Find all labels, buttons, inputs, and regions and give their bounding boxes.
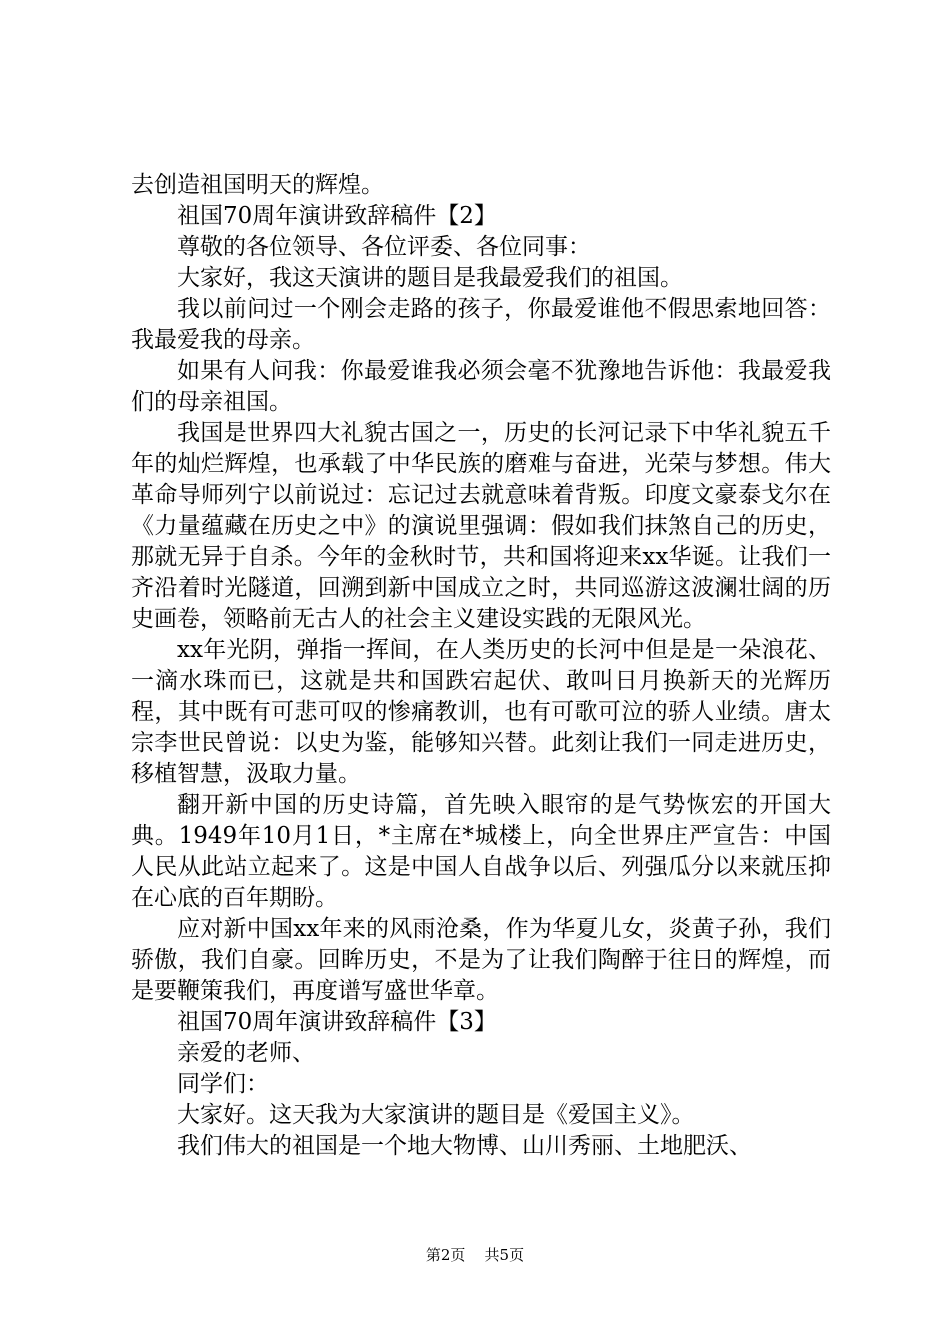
paragraph: 我国是世界四大礼貌古国之一，历史的长河记录下中华礼貌五千年的灿烂辉煌，也承载了中华民族的磨难与奋进，光荣与梦想。伟大革命导师列宁以前说过：忘记过去就意味着背叛。印度文豪泰戈尔在《力量蕴藏在历史之中》的演说里强调：假如我们抹煞自己的历史，那就无异于自杀。今年的金秋时节，共和国将迎来xx华诞。让我们一齐沿着时光隧道，回溯到新中国成立之时，共同巡游这波澜壮阔的历史画卷，领略前无古人的社会主义建设实践的无限风光。 bbox=[131, 420, 831, 632]
paragraph: 同学们： bbox=[177, 1071, 269, 1097]
paragraph: 亲爱的老师、 bbox=[177, 1040, 315, 1066]
paragraph: 祖国70周年演讲致辞稿件【3】 bbox=[177, 1009, 497, 1035]
paragraph: 应对新中国xx年来的风雨沧桑，作为华夏儿女，炎黄子孙，我们骄傲，我们自豪。回眸历史，不是为了让我们陶醉于往日的辉煌，而是要鞭策我们，再度谱写盛世华章。 bbox=[131, 916, 831, 1004]
paragraph: xx年光阴，弹指一挥间，在人类历史的长河中但是是一朵浪花、一滴水珠而已，这就是共和国跌宕起伏、敢叫日月换新天的光辉历程，其中既有可悲可叹的惨痛教训，也有可歌可泣的骄人业绩。唐太宗李世民曾说：以史为鉴，能够知兴替。此刻让我们一同走进历史，移植智慧，汲取力量。 bbox=[131, 637, 831, 787]
paragraph: 我们伟大的祖国是一个地大物博、山川秀丽、土地肥沃、 bbox=[177, 1133, 752, 1159]
paragraph: 如果有人问我：你最爱谁我必须会毫不犹豫地告诉他：我最爱我们的母亲祖国。 bbox=[131, 358, 831, 415]
paragraph: 尊敬的各位领导、各位评委、各位同事： bbox=[177, 234, 591, 260]
paragraph: 大家好。这天我为大家演讲的题目是《爱国主义》。 bbox=[177, 1102, 695, 1128]
paragraph: 祖国70周年演讲致辞稿件【2】 bbox=[177, 203, 497, 229]
page-total: 共5页 bbox=[484, 1246, 525, 1264]
paragraph: 去创造祖国明天的辉煌。 bbox=[131, 172, 384, 198]
document-body bbox=[131, 170, 831, 1162]
page-number: 第2页 bbox=[425, 1246, 466, 1264]
page-footer bbox=[0, 1245, 950, 1265]
paragraph: 翻开新中国的历史诗篇，首先映入眼帘的是气势恢宏的开国大典。1949年10月1日，*主席在*城楼上，向全世界庄严宣告：中国人民从此站立起来了。这是中国人自战争以后、列强瓜分以来就压抑在心底的百年期盼。 bbox=[131, 792, 831, 911]
paragraph: 大家好，我这天演讲的题目是我最爱我们的祖国。 bbox=[177, 265, 683, 291]
paragraph: 我以前问过一个刚会走路的孩子，你最爱谁他不假思索地回答：我最爱我的母亲。 bbox=[131, 296, 831, 353]
